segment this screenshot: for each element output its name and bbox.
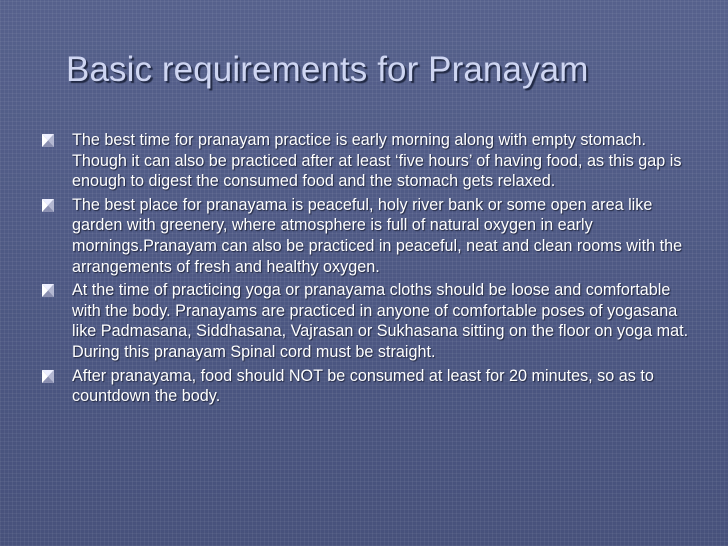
bullet-list [42,130,692,410]
slide-title: Basic requirements for Pranayam [66,50,589,89]
bullet-text: The best place for pranayama is peaceful, holy river bank or some open area like garden with greenery, where atmosphere is full of natural oxygen in early mornings.Pranayam can also be practiced in peaceful, neat and clean rooms with the arrangements of fresh and healthy oxygen. [72,195,683,276]
square-bullet-icon [42,134,54,147]
bullet-text: After pranayama, food should NOT be consumed at least for 20 minutes, so as to countdown the body. [72,366,654,406]
bullet-text: The best time for pranayam practice is early morning along with empty stomach. Though it can also be practiced after at least ‘five hours’ of having food, as this gap is enough to digest the consumed food and the stomach gets relaxed. [72,131,682,191]
bullet-item [42,366,692,407]
square-bullet-icon [42,199,54,212]
bullet-item [42,195,692,277]
bullet-text: At the time of practicing yoga or pranayama cloths should be loose and comfortable with the body. Pranayams are practiced in anyone of comfortable poses of yogasana like Padmasana, Siddhasana, Vajrasan or Sukhasana sitting on the floor on yoga mat. During this pranayam Spinal cord must be straight. [72,281,689,361]
square-bullet-icon [42,284,54,297]
bullet-item [42,130,692,192]
bullet-item [42,280,692,362]
square-bullet-icon [42,370,54,383]
